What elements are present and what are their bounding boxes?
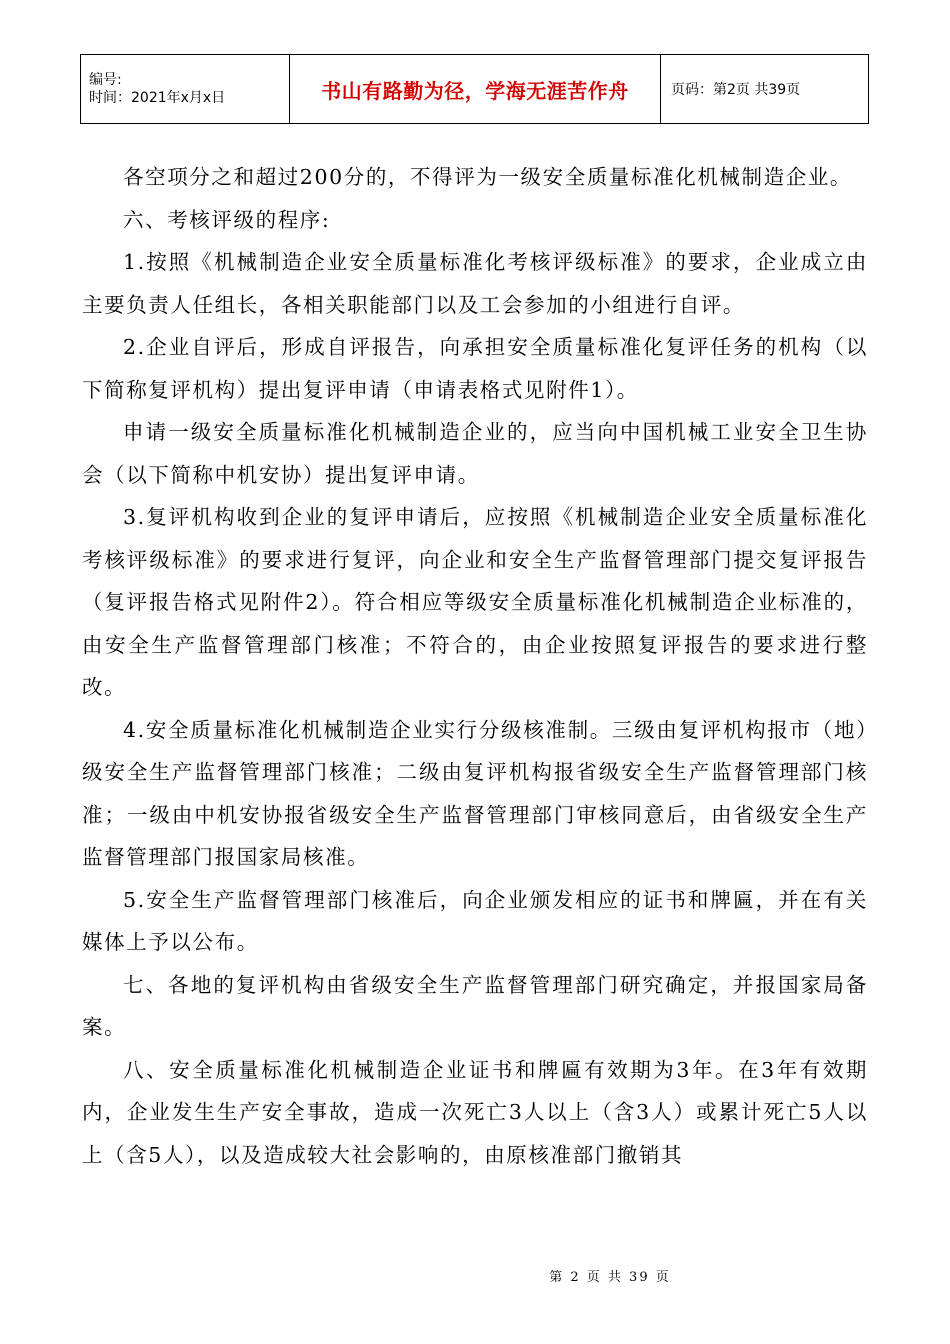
paragraph: 4.安全质量标准化机械制造企业实行分级核准制。三级由复评机构报市（地）级安全生产监督管理部门核准；二级由复评机构报省级安全生产监督管理部门核准；一级由中机安协报省级安全生产监督管理部门审核同意后，由省级安全生产监督管理部门报国家局核准。 xyxy=(82,717,868,869)
paragraph: 5.安全生产监督管理部门核准后，向企业颁发相应的证书和牌匾，并在有关媒体上予以公布。 xyxy=(82,887,868,954)
section-seven: 七、各地的复评机构由省级安全生产监督管理部门研究确定，并报国家局备案。 xyxy=(82,972,868,1039)
document-body xyxy=(82,156,868,1176)
paragraph: 3.复评机构收到企业的复评申请后，应按照《机械制造企业安全质量标准化考核评级标准》的要求进行复评，向企业和安全生产监督管理部门提交复评报告（复评报告格式见附件2）。符合相应等级安全质量标准化机械制造企业标准的，由安全生产监督管理部门核准；不符合的，由企业按照复评报告的要求进行整改。 xyxy=(82,505,868,699)
paragraph: 2.企业自评后，形成自评报告，向承担安全质量标准化复评任务的机构（以下简称复评机构）提出复评申请（申请表格式见附件1）。 xyxy=(82,335,868,402)
header-page-info: 页码：第2页 共39页 xyxy=(661,55,869,124)
section-eight: 八、安全质量标准化机械制造企业证书和牌匾有效期为3年。在3年有效期内，企业发生生产安全事故，造成一次死亡3人以上（含3人）或累计死亡5人以上（含5人），以及造成较大社会影响的，由原核准部门撤销其 xyxy=(82,1057,868,1167)
header-motto: 书山有路勤为径，学海无涯苦作舟 xyxy=(290,55,661,124)
serial-number-label: 编号: xyxy=(89,72,122,88)
paragraph: 申请一级安全质量标准化机械制造企业的，应当向中国机械工业安全卫生协会（以下简称中机安协）提出复评申请。 xyxy=(82,420,868,487)
page-header xyxy=(80,54,869,124)
paragraph: 1.按照《机械制造企业安全质量标准化考核评级标准》的要求，企业成立由主要负责人任组长，各相关职能部门以及工会参加的小组进行自评。 xyxy=(82,250,868,317)
section-heading-six: 六、考核评级的程序: xyxy=(123,207,331,232)
page-footer: 第 2 页 共 39 页 xyxy=(549,1270,671,1285)
header-meta-cell xyxy=(81,55,290,124)
time-label: 时间：2021年x月x日 xyxy=(89,90,226,106)
paragraph: 各空项分之和超过200分的，不得评为一级安全质量标准化机械制造企业。 xyxy=(123,165,853,189)
